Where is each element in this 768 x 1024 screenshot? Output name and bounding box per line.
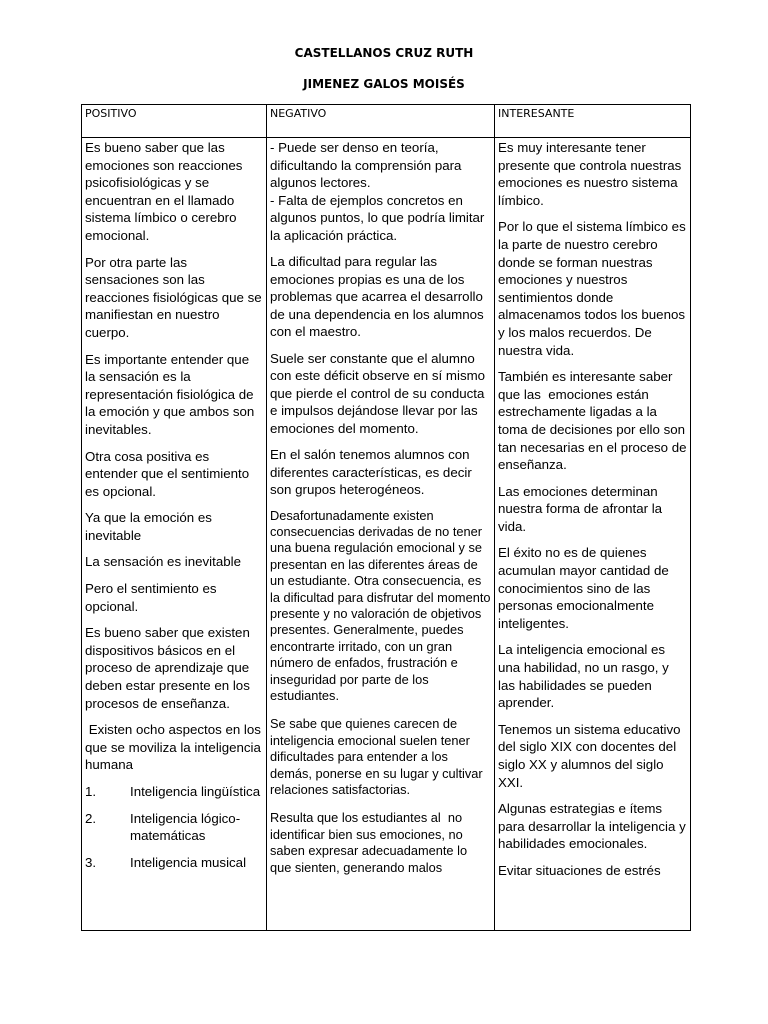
negativo-paragraph: Se sabe que quienes carecen de inteligencia emocional suelen tener dificultades para entender a los demás, ponerse en su lugar y cultivar relaciones satisfactorias. <box>270 716 483 797</box>
list-item <box>85 810 263 845</box>
positivo-paragraph: Otra cosa positiva es entender que el sentimiento es opcional. <box>85 448 250 499</box>
positivo-paragraph: Ya que la emoción es inevitable <box>85 510 212 543</box>
positivo-paragraph: Por otra parte las sensaciones son las reacciones fisiológicas que se manifiestan en nuestro cuerpo. <box>85 254 262 340</box>
list-item-text: Inteligencia musical <box>130 854 247 870</box>
header-cell-interesante <box>495 105 691 138</box>
negativo-content <box>267 138 494 930</box>
positivo-paragraph: Existen ocho aspectos en los que se moviliza la inteligencia humana <box>85 722 265 773</box>
header-cell-negativo <box>267 105 495 138</box>
positivo-paragraph: Pero el sentimiento es opcional. <box>85 581 217 614</box>
interesante-paragraph: Por lo que el sistema límbico es la parte de nuestro cerebro donde se forman nuestras emociones y nuestros sentimientos donde almacenamos todos los buenos y los malos recuerdos. De nuestra vida. <box>498 219 690 358</box>
list-item-text: Inteligencia lógico-matemáticas <box>130 810 241 844</box>
interesante-paragraph: La inteligencia emocional es una habilidad, no un rasgo, y las habilidades se pueden aprender. <box>498 642 669 711</box>
column-header-interesante: INTERESANTE <box>498 107 575 120</box>
positivo-cell <box>82 138 267 931</box>
interesante-paragraph: Algunas estrategias e ítems para desarrollar la inteligencia y habilidades emocionales. <box>498 801 686 852</box>
list-item-text: Inteligencia lingüística <box>130 784 261 799</box>
interesante-paragraph: También es interesante saber que las emociones están estrechamente ligadas a la toma de decisiones por ello son tan necesarias en el proceso de enseñanza. <box>498 369 690 473</box>
interesante-paragraph: El éxito no es de quienes acumulan mayor cantidad de conocimientos sino de las personas emocionalmente inteligentes. <box>498 545 669 631</box>
positivo-paragraph: La sensación es inevitable <box>85 554 241 570</box>
interesante-paragraph: Evitar situaciones de estrés <box>498 862 661 878</box>
header-cell-positivo <box>82 105 267 138</box>
interesante-paragraph: Tenemos un sistema educativo del siglo XIX con docentes del siglo XX y alumnos del siglo XXI. <box>498 721 681 790</box>
table-body-row <box>82 138 691 931</box>
positivo-paragraph: Es bueno saber que las emociones son reacciones psicofisiológicas y se encuentran en el llamado sistema límbico o cerebro emocional. <box>85 140 243 243</box>
negativo-bullet: - Puede ser denso en teoría, dificultando la comprensión para algunos lectores. <box>270 140 462 190</box>
list-item <box>85 783 263 801</box>
negativo-cell <box>267 138 495 931</box>
interesante-content <box>495 138 690 930</box>
negativo-paragraph: Resulta que los estudiantes al no identificar bien sus emociones, no saben expresar adecuadamente lo que sienten, generando malos <box>270 810 471 875</box>
positivo-content <box>82 138 266 930</box>
negativo-bullet: - Falta de ejemplos concretos en algunos puntos, lo que podría limitar la aplicación práctica. <box>270 192 485 243</box>
author-name-2: JIMENEZ GALOS MOISÉS <box>303 77 465 91</box>
negativo-paragraph: La dificultad para regular las emociones propias es una de los problemas que acarrea el desarrollo de una dependencia en los alumnos con el maestro. <box>270 254 484 339</box>
negativo-paragraph: Suele ser constante que el alumno con este déficit observe en sí mismo que pierde el control de su conducta e impulsos dejándose llevar por las emociones del momento. <box>270 350 486 436</box>
interesante-cell <box>495 138 691 931</box>
list-item-number: 2. <box>85 810 97 826</box>
table-header-row <box>82 105 691 138</box>
positivo-paragraph: Es importante entender que la sensación es la representación fisiológica de la emoción y que ambos son inevitables. <box>85 351 255 437</box>
interesante-paragraph: Las emociones determinan nuestra forma de afrontar la vida. <box>498 483 663 534</box>
negativo-paragraph: En el salón tenemos alumnos con diferentes características, es decir son grupos heterogéneos. <box>270 447 472 497</box>
column-header-negativo: NEGATIVO <box>270 107 327 120</box>
list-item-number: 3. <box>85 854 97 870</box>
negativo-paragraph: Desafortunadamente existen consecuencias derivadas de no tener una buena regulación emocional y se presentan en las diferentes áreas de un estudiante. Otra consecuencia, es la dificultad para disfrutar del momento presente y no valoración de objetivos presentes. Generalmente, puedes encontrarte irritado, con un gran número de enfados, frustración e inseguridad por parte de los estudiantes. <box>270 507 491 703</box>
column-header-positivo: POSITIVO <box>85 107 137 120</box>
interesante-paragraph: Es muy interesante tener presente que controla nuestras emociones es nuestro sistema límbico. <box>498 140 682 208</box>
list-item <box>85 854 263 872</box>
positivo-paragraph: Es bueno saber que existen dispositivos básicos en el proceso de aprendizaje que deben estar presente en los procesos de enseñanza. <box>85 625 250 711</box>
pni-table <box>81 104 691 931</box>
author-name-1: CASTELLANOS CRUZ RUTH <box>294 46 474 60</box>
negativo-intro <box>270 139 491 244</box>
list-item-number: 1. <box>85 784 97 799</box>
